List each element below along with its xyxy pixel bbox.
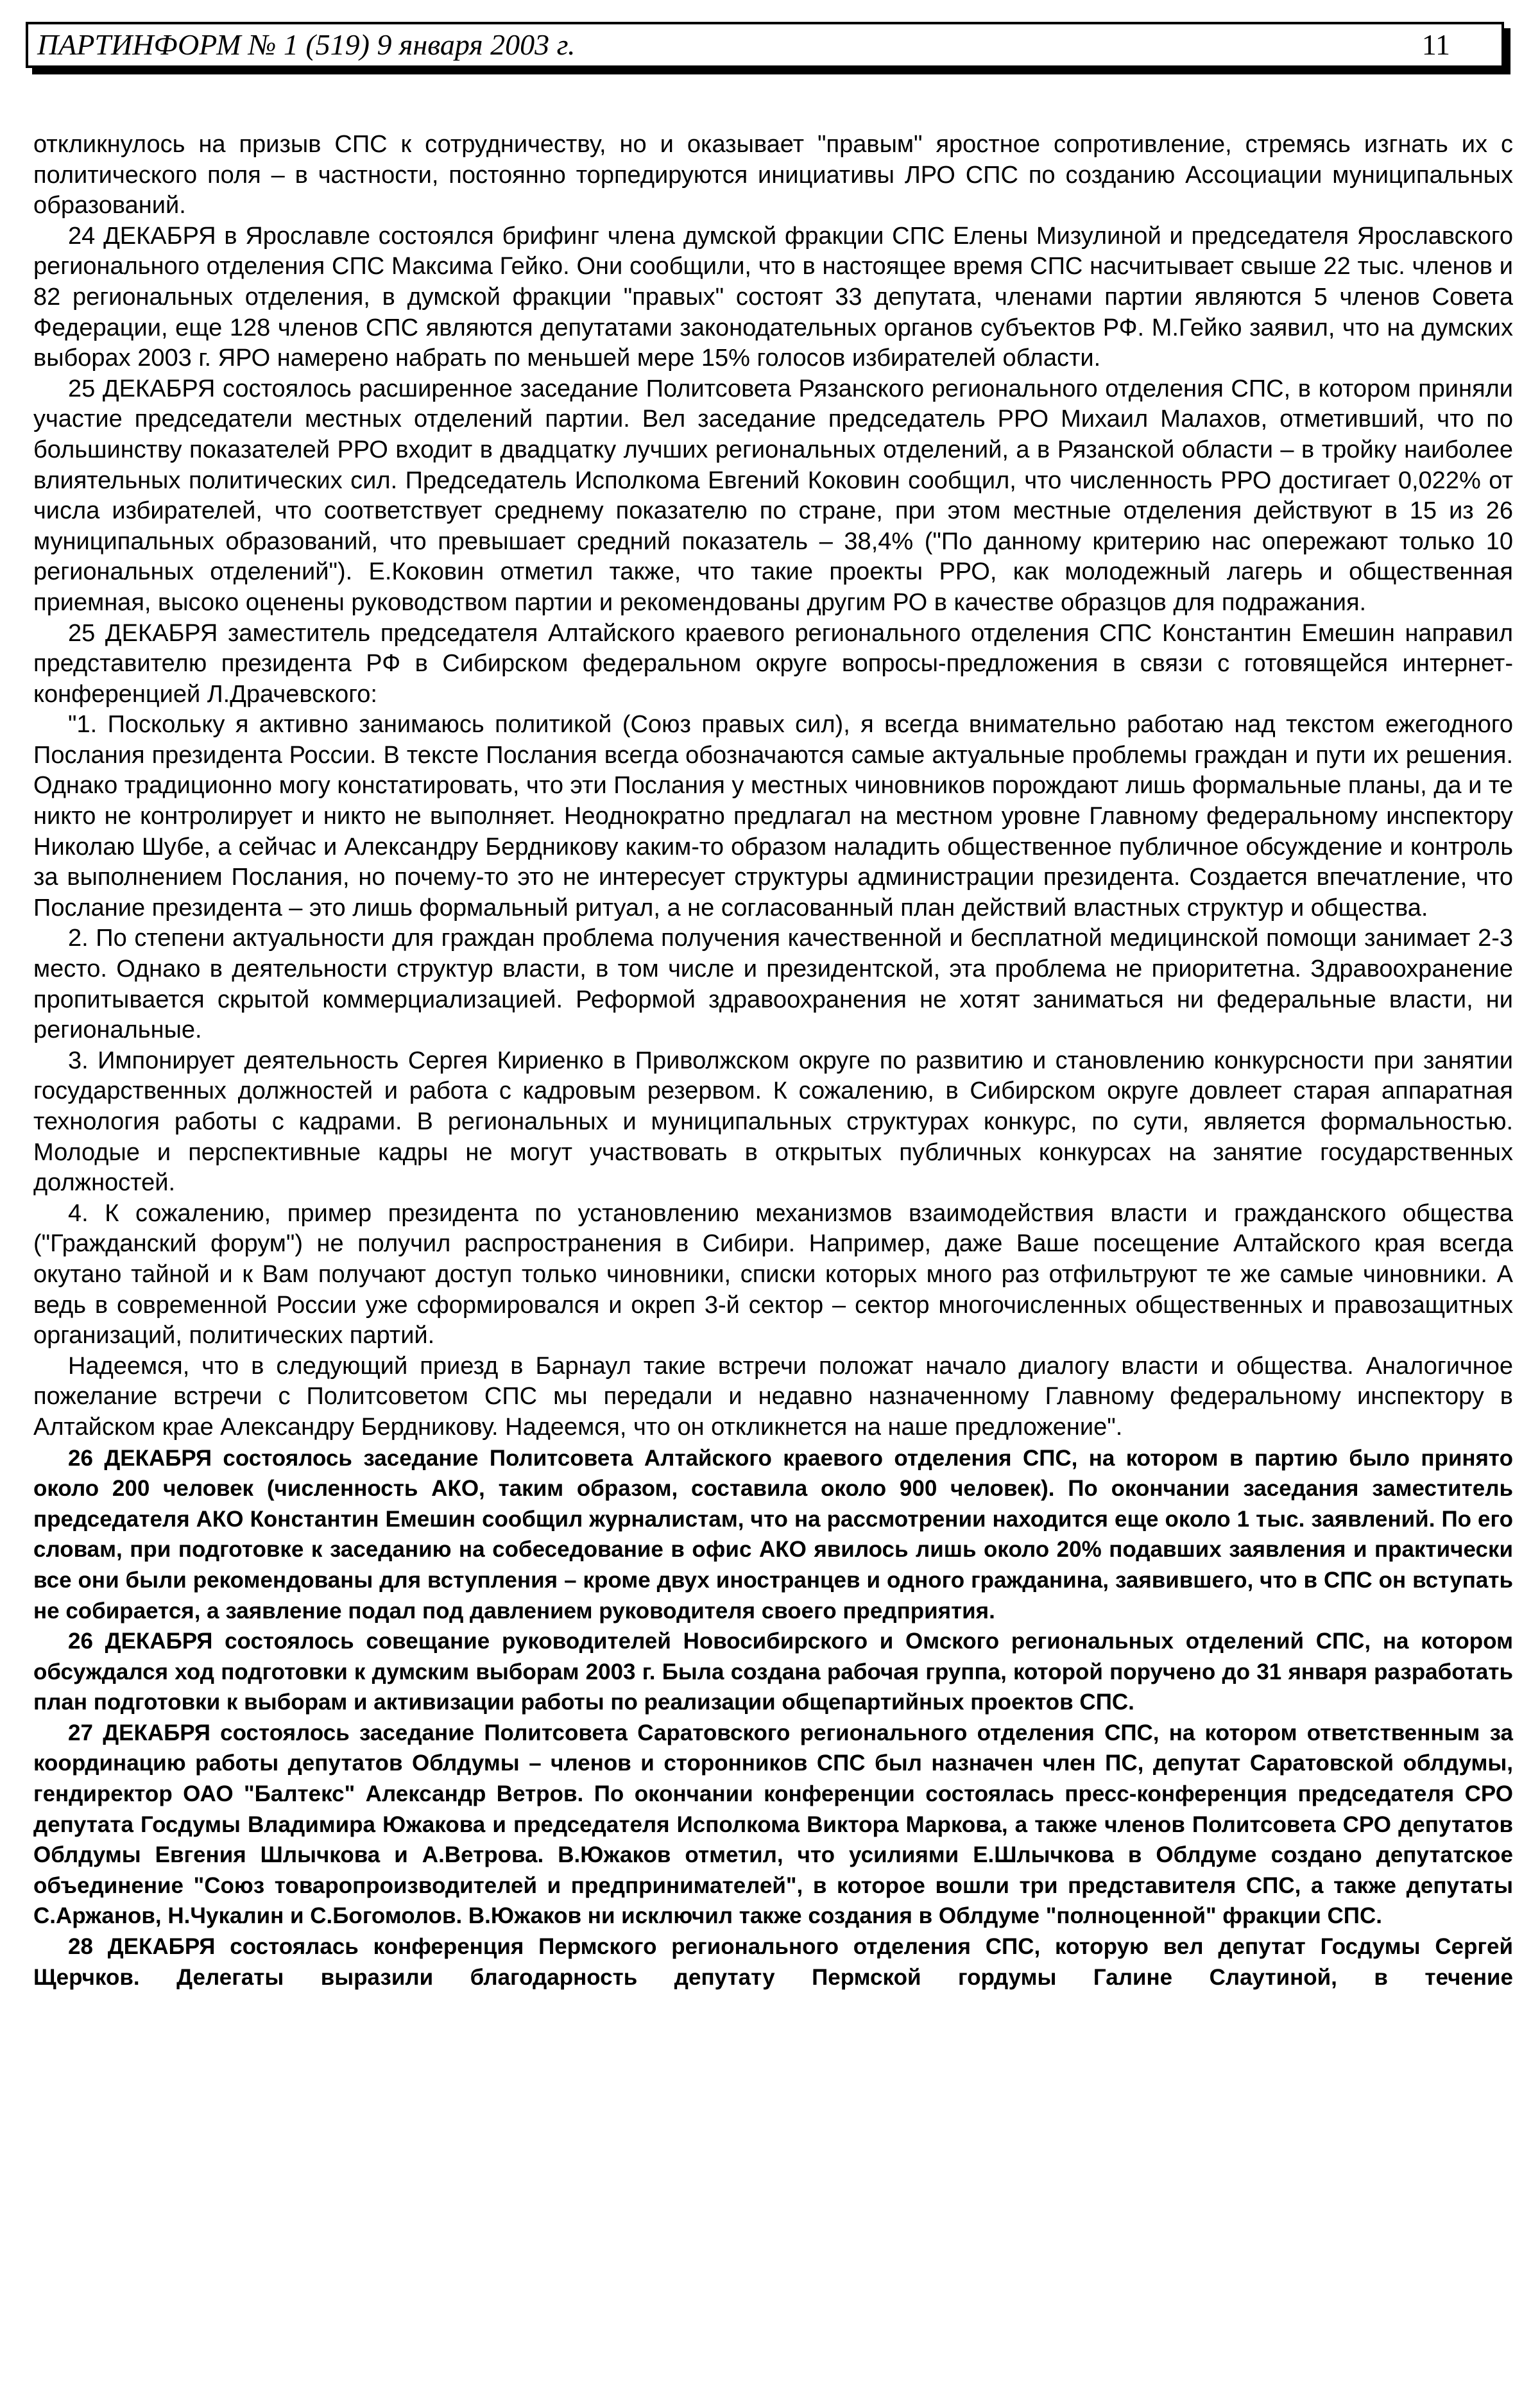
paragraph: Надеемся, что в следующий приезд в Барнаул такие встречи положат начало диалогу власти и общества. Аналогичное пожелание встречи с Политсоветом СПС мы передали и недавно назначенному Главному федеральному инспектору в Алтайском крае Александру Бердникову. Надеемся, что он откликнется на наше предложение". [33, 1352, 1513, 1441]
paragraph: 25 ДЕКАБРЯ состоялось расширенное заседание Политсовета Рязанского регионального отделения СПС, в котором приняли участие председатели местных отделений партии. Вел заседание председатель РРО Михаил Малахов, отметивший, что по большинству показателей РРО входит в двадцатку лучших региональных отделений, а в Рязанской области – в тройку наиболее влиятельных политических сил. Председатель Исполкома Евгений Коковин сообщил, что численность РРО достигает 0,022% от числа избирателей, что соответствует среднему показателю по стране, при этом местные отделения действуют в 15 из 26 муниципальных образований, что превышает средний показатель – 38,4% ("По данному критерию нас опережают только 10 региональных отделений"). Е.Коковин отметил также, что такие проекты РРО, как молодежный лагерь и общественная приемная, высоко оценены руководством партии и рекомендованы другим РО в качестве образцов для подражания. [33, 375, 1513, 616]
paragraph: 3. Импонирует деятельность Сергея Кириенко в Приволжском округе по развитию и становлению конкурсности при занятии государственных должностей и работа с кадровым резервом. К сожалению, в Сибирском округе довлеет старая аппаратная технология работы с кадрами. В региональных и муниципальных структурах конкурс, по сути, является формальностью. Молодые и перспективные кадры не могут участвовать в открытых публичных конкурсах на занятие государственных должностей. [33, 1047, 1513, 1197]
publication-title: ПАРТИНФОРМ № 1 (519) 9 января 2003 г. [37, 28, 576, 61]
paragraph: 24 ДЕКАБРЯ в Ярославле состоялся брифинг члена думской фракции СПС Елены Мизулиной и председателя Ярославского регионального отделения СПС Максима Гейко. Они сообщили, что в настоящее время СПС насчитывает свыше 22 тыс. членов и 82 региональных отделения, в думской фракции "правых" состоят 33 депутата, членами партии являются 5 членов Совета Федерации, еще 128 членов СПС являются депутатами законодательных органов субъектов РФ. М.Гейко заявил, что на думских выборах 2003 г. ЯРО намерено набрать по меньшей мере 15% голосов избирателей области. [33, 222, 1513, 372]
paragraph: 4. К сожалению, пример президента по установлению механизмов взаимодействия власти и гражданского общества ("Гражданский форум") не получил распространения в Сибири. Например, даже Ваше посещение Алтайского края всегда окутано тайной и к Вам получают доступ только чиновники, списки которых много раз отфильтруют те же самые чиновники. А ведь в современной России уже сформировался и окреп 3-й сектор – сектор многочисленных общественных и правозащитных организаций, политических партий. [33, 1199, 1513, 1350]
page-header [26, 22, 1504, 68]
paragraph: 2. По степени актуальности для граждан проблема получения качественной и бесплатной медицинской помощи занимает 2-3 место. Однако в деятельности структур власти, в том числе и президентской, эта проблема не приоритетна. Здравоохранение пропитывается скрытой коммерциализацией. Реформой здравоохранения не хотят заниматься ни федеральные власти, ни региональные. [33, 925, 1513, 1044]
paragraph-bold: 26 ДЕКАБРЯ состоялось заседание Политсовета Алтайского краевого отделения СПС, на котором в партию было принято около 200 человек (численность АКО, таким образом, составила около 900 человек). По окончании заседания заместитель председателя АКО Константин Емешин сообщил журналистам, что на рассмотрении находится еще около 1 тыс. заявлений. По его словам, при подготовке к заседанию на собеседование в офис АКО явилось лишь около 20% подавших заявления и практически все они были рекомендованы для вступления – кроме двух иностранцев и одного гражданина, заявившего, что в СПС он вступать не собирается, а заявление подал под давлением руководителя своего предприятия. [33, 1445, 1513, 1624]
page-number: 11 [1421, 28, 1450, 61]
paragraph: "1. Поскольку я активно занимаюсь политикой (Союз правых сил), я всегда внимательно работаю над текстом ежегодного Послания президента России. В тексте Послания всегда обозначаются самые актуальные проблемы граждан и пути их решения. Однако традиционно могу констатировать, что эти Послания у местных чиновников порождают лишь формальные планы, да и те никто не контролирует и никто не выполняет. Неоднократно предлагал на местном уровне Главному федеральному инспектору Николаю Шубе, а сейчас и Александру Бердникову каким-то образом наладить общественное публичное обсуждение и контроль за выполнением Послания, но почему-то это не интересует структуры администрации президента. Создается впечатление, что Послание президента – это лишь формальный ритуал, а не согласованный план действий властных структур и общества. [33, 711, 1513, 921]
paragraph: 25 ДЕКАБРЯ заместитель председателя Алтайского краевого регионального отделения СПС Константин Емешин направил представителю президента РФ в Сибирском федеральном округе вопросы-предложения в связи с готовящейся интернет-конференцией Л.Драчевского: [33, 619, 1513, 708]
paragraph-bold: 28 ДЕКАБРЯ состоялась конференция Пермского регионального отделения СПС, которую вел депутат Госдумы Сергей Щерчков. Делегаты выразили благодарность депутату Пермской гордумы Галине Слаутиной, в течение [33, 1934, 1513, 1990]
article-body [33, 130, 1513, 1992]
paragraph-bold: 27 ДЕКАБРЯ состоялось заседание Политсовета Саратовского регионального отделения СПС, на котором ответственным за координацию работы депутатов Облдумы – членов и сторонников СПС был назначен член ПС, депутат Саратовской облдумы, гендиректор ОАО "Балтекс" Александр Ветров. По окончании конференции состоялась пресс-конференция председателя СРО депутата Госдумы Владимира Южакова и председателя Исполкома Виктора Маркова, а также членов Политсовета СРО депутатов Облдумы Евгения Шлычкова и А.Ветрова. В.Южаков отметил, что усилиями Е.Шлычкова в Облдуме создано депутатское объединение "Союз товаропроизводителей и предпринимателей", в которое вошли три представителя СПС, а также депутаты С.Аржанов, Н.Чукалин и С.Богомолов. В.Южаков ни исключил также создания в Облдуме "полноценной" фракции СПС. [33, 1720, 1513, 1929]
paragraph: откликнулось на призыв СПС к сотрудничеству, но и оказывает "правым" яростное сопротивление, стремясь изгнать их с политического поля – в частности, постоянно торпедируются инициативы ЛРО СПС по созданию Ассоциации муниципальных образований. [33, 131, 1513, 219]
paragraph-bold: 26 ДЕКАБРЯ состоялось совещание руководителей Новосибирского и Омского региональных отделений СПС, на котором обсуждался ход подготовки к думским выборам 2003 г. Была создана рабочая группа, которой поручено до 31 января разработать план подготовки к выборам и активизации работы по реализации общепартийных проектов СПС. [33, 1629, 1513, 1715]
